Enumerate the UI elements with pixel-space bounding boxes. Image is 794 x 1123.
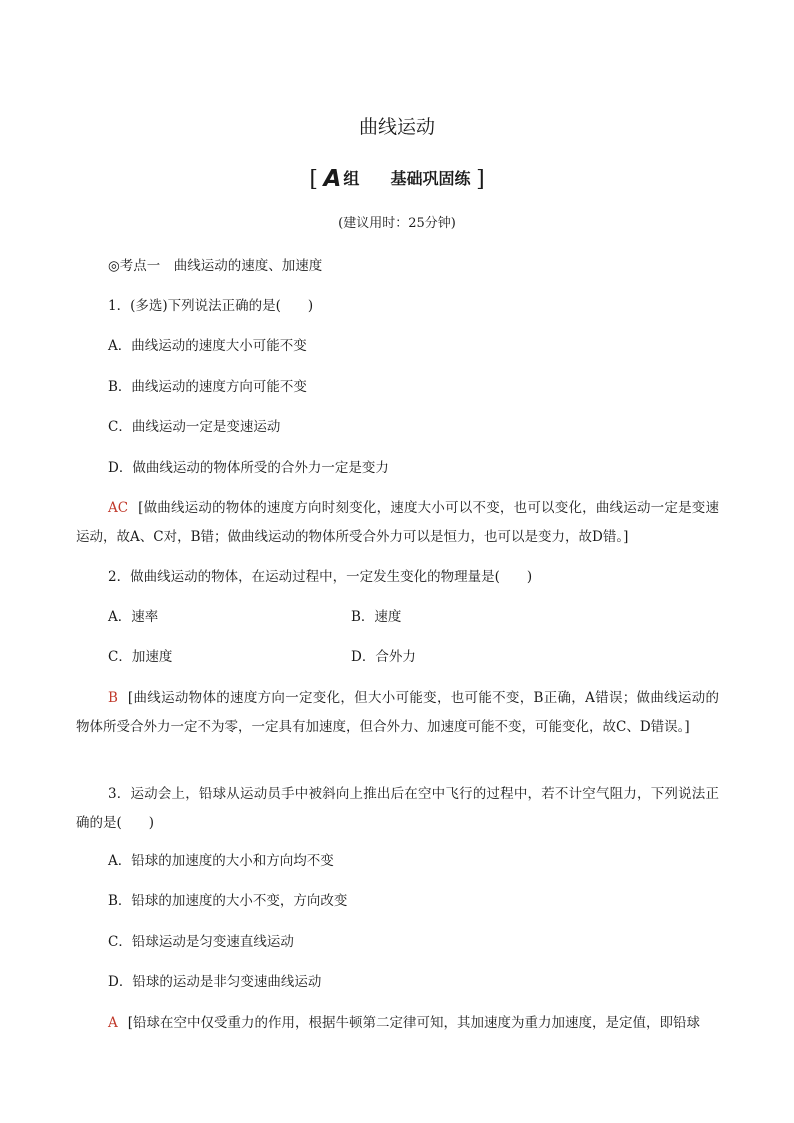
group-letter: A — [323, 166, 342, 192]
question-1-solution — [76, 494, 719, 552]
question-2-option-c: C．加速度 — [108, 649, 173, 665]
question-2-option-a: A．速率 — [108, 609, 159, 625]
question-2-option-b: B．速度 — [351, 609, 402, 625]
question-2-explanation: [曲线运动物体的速度方向一定变化，但大小可能变，也可能不变，B正确，A错误；做曲线运动的物体所受合外力一定不为零，一定具有加速度，但合外力、加速度可能不变，可能变化，故C、D错误。] — [76, 690, 719, 735]
group-label: 组 — [343, 169, 360, 188]
question-1-option-b: B．曲线运动的速度方向可能不变 — [108, 379, 307, 395]
question-1-stem: 1．(多选)下列说法正确的是( ) — [108, 298, 314, 314]
time-note: (建议用时：25分钟) — [338, 216, 456, 231]
question-1-option-a: A．曲线运动的速度大小可能不变 — [108, 338, 307, 354]
question-3-option-a: A．铅球的加速度的大小和方向均不变 — [108, 853, 334, 869]
question-3-option-b: B．铅球的加速度的大小不变，方向改变 — [108, 893, 348, 909]
question-2-answer: B — [108, 690, 118, 706]
question-1-option-d: D．做曲线运动的物体所受的合外力一定是变力 — [108, 460, 389, 476]
group-open-bracket: [ — [309, 167, 318, 192]
section-heading: ◎考点一 曲线运动的速度、加速度 — [108, 258, 323, 274]
question-3-explanation: [铅球在空中仅受重力的作用，根据牛顿第二定律可知，其加速度为重力加速度，是定值，即铅球 — [127, 1015, 701, 1031]
question-1-answer: AC — [108, 500, 129, 516]
group-heading — [0, 166, 794, 193]
question-1-explanation: [做曲线运动的物体的速度方向时刻变化，速度大小可以不变，也可以变化，曲线运动一定是变速运动，故A、C对，B错；做曲线运动的物体所受合外力可以是恒力，也可以是变力，故D错。] — [76, 500, 719, 545]
question-2-stem: 2．做曲线运动的物体，在运动过程中，一定发生变化的物理量是( ) — [108, 569, 533, 585]
question-3-answer: A — [108, 1015, 118, 1031]
group-close-bracket: ] — [476, 167, 485, 192]
question-3-option-c: C．铅球运动是匀变速直线运动 — [108, 934, 294, 950]
question-3-option-d: D．铅球的运动是非匀变速曲线运动 — [108, 974, 322, 990]
question-1-option-c: C．曲线运动一定是变速运动 — [108, 419, 281, 435]
group-name: 基础巩固练 — [390, 169, 471, 188]
question-3-stem: 3．运动会上，铅球从运动员手中被斜向上推出后在空中飞行的过程中，若不计空气阻力，下列说法正确的是( ) — [76, 786, 719, 831]
question-3-solution — [76, 1009, 719, 1038]
question-2-solution — [76, 684, 719, 742]
page-title: 曲线运动 — [358, 116, 435, 138]
question-2-option-d: D．合外力 — [351, 649, 416, 665]
